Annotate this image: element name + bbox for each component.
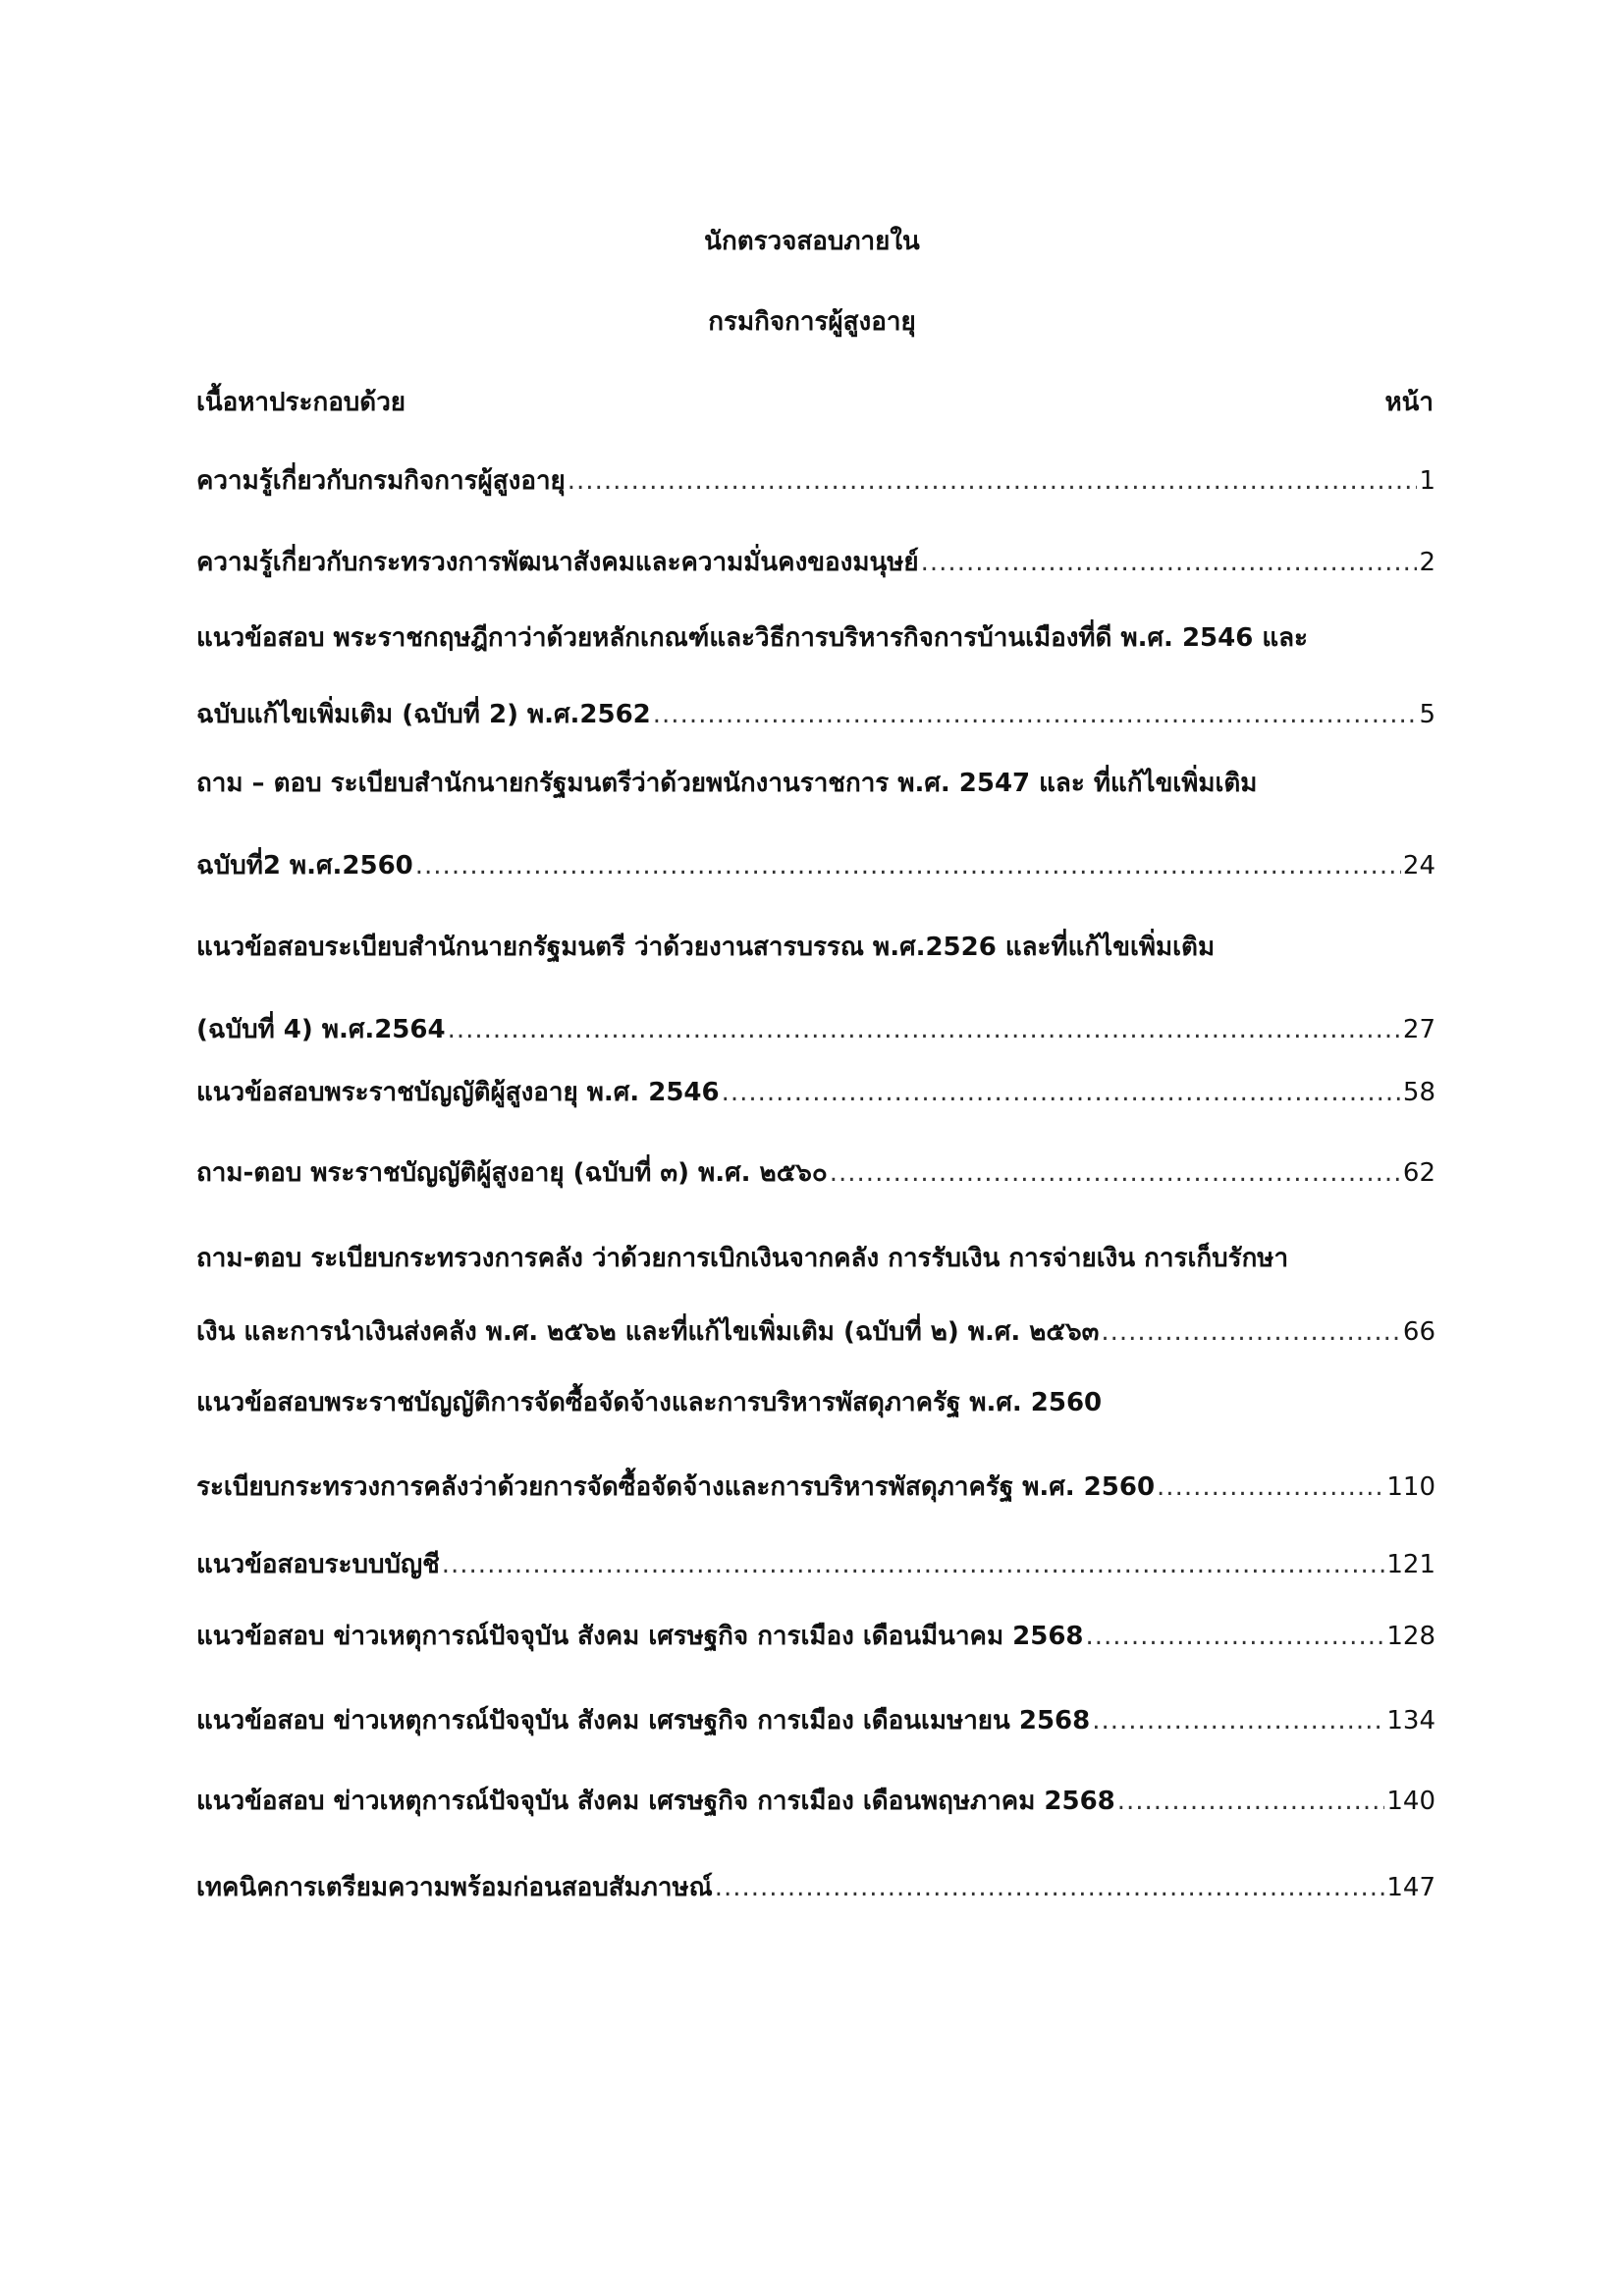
toc-header <box>196 383 1434 422</box>
dot-leader <box>653 695 1418 734</box>
dot-leader <box>1092 1701 1384 1740</box>
dot-leader <box>830 1153 1401 1193</box>
toc-entry-line <box>196 1468 1435 1507</box>
toc-entry-title: ถาม-ตอบ ระเบียบกระทรวงการคลัง ว่าด้วยการเบิกเงินจากคลัง การรับเงิน การจ่ายเงิน การเก็บรักษา <box>196 1244 1289 1273</box>
toc-entry-line <box>196 1617 1435 1656</box>
toc-page-number: 5 <box>1419 700 1435 729</box>
toc-page-number: 62 <box>1402 1158 1435 1188</box>
dot-leader <box>442 1545 1385 1584</box>
toc-entry-line <box>196 1312 1435 1352</box>
toc-entry-title: ฉบับแก้ไขเพิ่มเติม (ฉบับที่ 2) พ.ศ.2562 <box>196 700 651 729</box>
toc-entry-line <box>196 1782 1435 1821</box>
dot-leader <box>722 1073 1401 1112</box>
toc-entry-line <box>196 928 1435 967</box>
toc-page-number: 1 <box>1419 466 1435 496</box>
toc-entry-title: แนวข้อสอบระบบบัญชี <box>196 1550 440 1579</box>
toc-entry-title: แนวข้อสอบพระราชบัญญัติผู้สูงอายุ พ.ศ. 2546 <box>196 1078 720 1107</box>
contents-label: เนื้อหาประกอบด้วย <box>196 388 406 417</box>
dot-leader <box>415 846 1401 885</box>
toc-entry-line <box>196 1383 1435 1422</box>
toc-entry-line <box>196 695 1435 734</box>
dot-leader <box>921 543 1418 582</box>
toc-page-number: 58 <box>1402 1078 1435 1107</box>
toc-page-number: 140 <box>1386 1787 1435 1816</box>
dot-leader <box>715 1868 1385 1907</box>
toc-entry-line <box>196 618 1435 658</box>
toc-entry-line <box>196 1545 1435 1584</box>
toc-entry-title: ถาม – ตอบ ระเบียบสำนักนายกรัฐมนตรีว่าด้วยพนักงานราชการ พ.ศ. 2547 และ ที่แก้ไขเพิ่มเติม <box>196 769 1258 798</box>
toc-entry-line <box>196 764 1435 803</box>
toc-entry-line <box>196 543 1435 582</box>
toc-entry-title: แนวข้อสอบพระราชบัญญัติการจัดซื้อจัดจ้างและการบริหารพัสดุภาครัฐ พ.ศ. 2560 <box>196 1388 1103 1417</box>
toc-page-number: 121 <box>1386 1550 1435 1579</box>
toc-entry-line <box>196 1153 1435 1193</box>
toc-entry-line <box>196 1701 1435 1740</box>
dot-leader <box>568 461 1418 501</box>
dot-leader <box>1117 1782 1385 1821</box>
toc-entry-title: แนวข้อสอบ พระราชกฤษฎีกาว่าด้วยหลักเกณฑ์และวิธีการบริหารกิจการบ้านเมืองที่ดี พ.ศ. 2546 และ <box>196 623 1309 653</box>
toc-entry-title: ความรู้เกี่ยวกับกรมกิจการผู้สูงอายุ <box>196 466 566 496</box>
toc-page-number: 24 <box>1402 851 1435 881</box>
toc-entry-line <box>196 846 1435 885</box>
toc-entry-line <box>196 1239 1435 1278</box>
page-column-label: หน้า <box>1384 388 1434 417</box>
toc-entry-line <box>196 1868 1435 1907</box>
document-subtitle: กรมกิจการผู้สูงอายุ <box>708 307 916 337</box>
toc-entry-title: เงิน และการนำเงินส่งคลัง พ.ศ. ๒๕๖๒ และที่แก้ไขเพิ่มเติม (ฉบับที่ ๒) พ.ศ. ๒๕๖๓ <box>196 1317 1100 1347</box>
document-title: นักตรวจสอบภายใน <box>704 227 920 256</box>
dot-leader <box>1101 1312 1401 1352</box>
dot-leader <box>448 1010 1401 1049</box>
toc-page-number: 134 <box>1386 1706 1435 1735</box>
toc-page-number: 27 <box>1402 1015 1435 1044</box>
toc-entry-title: (ฉบับที่ 4) พ.ศ.2564 <box>196 1015 446 1044</box>
toc-page-number: 147 <box>1386 1873 1435 1902</box>
toc-entry-line <box>196 461 1435 501</box>
toc-entry-title: เทคนิคการเตรียมความพร้อมก่อนสอบสัมภาษณ์ <box>196 1873 713 1902</box>
toc-page-number: 128 <box>1386 1622 1435 1651</box>
toc-entry-title: แนวข้อสอบ ข่าวเหตุการณ์ปัจจุบัน สังคม เศรษฐกิจ การเมือง เดือนเมษายน 2568 <box>196 1706 1091 1735</box>
toc-entry-title: แนวข้อสอบ ข่าวเหตุการณ์ปัจจุบัน สังคม เศรษฐกิจ การเมือง เดือนมีนาคม 2568 <box>196 1622 1084 1651</box>
dot-leader <box>1086 1617 1385 1656</box>
toc-page-number: 66 <box>1402 1317 1435 1347</box>
toc-entry-title: แนวข้อสอบ ข่าวเหตุการณ์ปัจจุบัน สังคม เศรษฐกิจ การเมือง เดือนพฤษภาคม 2568 <box>196 1787 1115 1816</box>
toc-entry-title: ความรู้เกี่ยวกับกระทรวงการพัฒนาสังคมและความมั่นคงของมนุษย์ <box>196 548 919 577</box>
dot-leader <box>1157 1468 1384 1507</box>
toc-page-number: 2 <box>1419 548 1435 577</box>
toc-entry-title: ถาม-ตอบ พระราชบัญญัติผู้สูงอายุ (ฉบับที่ ๓) พ.ศ. ๒๕๖๐ <box>196 1158 828 1188</box>
toc-entry-line <box>196 1010 1435 1049</box>
toc-entry-title: ระเบียบกระทรวงการคลังว่าด้วยการจัดซื้อจัดจ้างและการบริหารพัสดุภาครัฐ พ.ศ. 2560 <box>196 1472 1156 1502</box>
toc-entry-title: ฉบับที่2 พ.ศ.2560 <box>196 851 413 881</box>
toc-entry-line <box>196 1073 1435 1112</box>
toc-entry-title: แนวข้อสอบระเบียบสำนักนายกรัฐมนตรี ว่าด้วยงานสารบรรณ พ.ศ.2526 และที่แก้ไขเพิ่มเติม <box>196 933 1216 962</box>
toc-page-number: 110 <box>1386 1472 1435 1502</box>
